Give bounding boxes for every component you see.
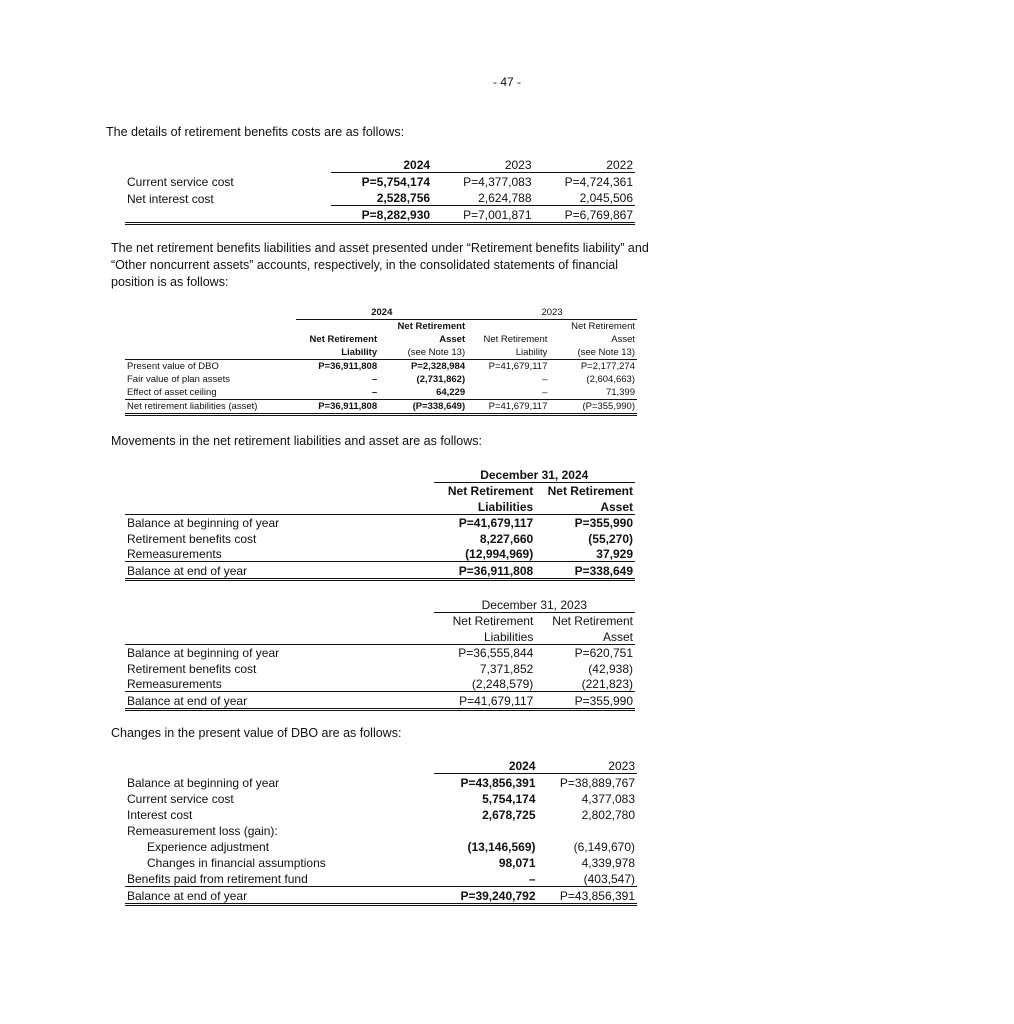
table-row [125,660,635,676]
table-row [125,854,637,870]
table-row [125,386,637,400]
table-header-row [125,482,635,498]
row-label: Present value of DBO [127,361,219,372]
table-row [125,189,635,206]
cell-value: – [542,374,548,385]
intro-dbo-changes: Changes in the present value of DBO are as follows: [111,726,402,740]
table-row [125,676,635,692]
cell-value: 2,528,756 [331,189,432,206]
cell-value: 71,399 [549,386,637,400]
col-header: Net Retirement [447,484,534,498]
table-header-row [125,156,635,173]
row-label: Changes in financial assumptions [147,856,326,870]
cell-value: P=41,679,117 [434,692,536,710]
row-label: Remeasurements [125,546,434,562]
col-header: Net Retirement [452,614,534,628]
cell-value: (12,994,969) [434,546,536,562]
cell-value: (P=338,649) [379,400,467,415]
col-header: Liability [467,346,549,360]
table-header-row [125,757,637,774]
cell-value: P=38,889,767 [559,776,635,790]
cell-value: P=41,679,117 [458,516,534,530]
cell-value: P=41,679,117 [467,400,549,415]
year-header: 2024 [331,156,432,173]
col-header: Asset [535,628,635,644]
cell-value: 98,071 [498,856,536,870]
table-header-row [125,333,637,346]
row-label: Retirement benefits cost [127,661,257,676]
col-header [467,320,549,334]
year-header: 2023 [467,306,637,320]
row-label: Balance at beginning of year [127,776,280,790]
cell-value: P=8,282,930 [331,206,432,224]
cell-value: P=36,911,808 [318,361,378,372]
cell-value: 64,229 [379,386,467,400]
year-header: 2023 [538,757,637,774]
table-row [125,514,635,530]
row-label: Effect of asset ceiling [125,386,296,400]
table-header-row [125,466,635,482]
col-header: Asset [611,334,635,345]
cell-value: 2,624,788 [432,189,533,206]
cell-value: P=355,990 [574,516,633,530]
cell-value: (221,823) [535,676,635,692]
cell-value: 2,802,780 [581,808,635,822]
row-label: Net interest cost [127,191,214,206]
col-header: Net Retirement [309,334,378,345]
table-header-row [125,306,637,320]
cell-value: – [296,386,379,400]
cell-value: (42,938) [588,661,633,676]
cell-value: P=4,377,083 [463,175,532,189]
cell-value: P=36,911,808 [434,562,536,580]
cell-value: 5,754,174 [482,792,536,806]
cell-value: P=620,751 [574,646,633,660]
year-header: 2024 [296,306,467,320]
row-label: Net retirement liabilities (asset) [125,400,296,415]
dbo-changes-table [125,757,637,906]
row-label: Balance at end of year [125,692,434,710]
table-row [125,530,635,546]
table-header-row [125,596,635,612]
col-header: Net Retirement [547,484,633,498]
year-header: 2023 [432,156,533,173]
cell-value: (13,146,569) [467,840,536,854]
cell-value: P=5,754,174 [361,175,431,189]
row-label: Balance at beginning of year [127,646,280,660]
col-header: Liabilities [434,498,536,514]
table-total-row [125,887,637,905]
cell-value: 7,371,852 [479,661,534,676]
cell-value: P=36,911,808 [296,400,379,415]
col-header: Asset [535,498,635,514]
cell-value: P=43,856,391 [460,776,536,790]
col-header [296,320,379,334]
cell-value: 4,377,083 [581,792,635,806]
cell-value: P=4,724,361 [564,175,633,189]
cell-value: 2,045,506 [534,189,635,206]
cell-value: P=41,679,117 [488,361,548,372]
cell-value: (403,547) [538,870,637,887]
cell-value: (55,270) [588,531,633,546]
row-label: Current service cost [127,175,234,189]
year-header: 2024 [434,757,537,774]
row-label: Remeasurements [125,676,434,692]
retirement-costs-table [125,156,635,225]
cell-value: P=43,856,391 [538,887,637,905]
table-total-row [125,400,637,415]
row-label: Retirement benefits cost [127,531,257,546]
table-row [125,838,637,854]
cell-value: (2,248,579) [434,676,536,692]
paragraph-line: position is as follows: [111,275,229,289]
cell-value: P=2,328,984 [410,361,466,372]
table-row [125,173,635,190]
col-header: Liabilities [434,628,536,644]
table-row [125,790,637,806]
col-header: (see Note 13) [379,346,467,360]
col-header: Net Retirement [397,321,466,332]
cell-value: P=2,177,274 [580,361,635,372]
row-label: Remeasurement loss (gain): [127,824,278,838]
row-label: Balance at end of year [125,562,434,580]
cell-value: 8,227,660 [479,531,534,546]
row-label: Fair value of plan assets [127,374,230,385]
row-label: Experience adjustment [147,840,270,854]
cell-value: P=36,555,844 [458,646,534,660]
col-header: Net Retirement [552,614,633,628]
table-row [125,806,637,822]
cell-value: P=338,649 [535,562,635,580]
cell-value: 2,678,725 [482,808,536,822]
page-number: - 47 - [492,75,521,89]
cell-value: (P=355,990) [549,400,637,415]
row-label: Interest cost [127,808,193,822]
table-header-row [125,320,637,334]
table-total-row [125,206,635,224]
net-liabilities-table [125,306,637,416]
cell-value: 37,929 [535,546,635,562]
col-header: Liability [296,346,379,360]
intro-movements: Movements in the net retirement liabilities and asset are as follows: [111,434,483,448]
col-header: Net Retirement [483,334,548,345]
table-header-row [125,612,635,628]
cell-value: (2,604,663) [586,374,635,385]
cell-value: (2,731,862) [416,374,466,385]
cell-value: – [434,870,537,887]
movements-2024-table [125,466,635,581]
col-header: Net Retirement [571,321,635,332]
table-row [125,774,637,791]
table-header-row [125,498,635,514]
cell-value: – [371,374,378,385]
cell-value: P=6,769,867 [534,206,635,224]
date-header: December 31, 2023 [434,596,635,612]
row-label: Balance at beginning of year [127,516,280,530]
row-label: Current service cost [127,792,234,806]
cell-value: P=7,001,871 [432,206,533,224]
table-row [125,870,637,887]
col-header: Asset [439,334,466,345]
row-label: Balance at end of year [125,887,434,905]
col-header: (see Note 13) [549,346,637,360]
cell-value: – [467,386,549,400]
table-row [125,360,637,374]
date-header: December 31, 2024 [434,466,635,482]
cell-value: 4,339,978 [581,856,635,870]
table-row [125,644,635,660]
table-total-row [125,562,635,580]
intro-retirement-costs: The details of retirement benefits costs are as follows: [106,125,405,139]
cell-value: P=355,990 [535,692,635,710]
row-label: Benefits paid from retirement fund [125,870,434,887]
table-row [125,373,637,386]
intro-net-liabilities [111,240,649,291]
cell-value: (6,149,670) [573,840,635,854]
table-total-row [125,692,635,710]
year-header: 2022 [534,156,635,173]
cell-value: P=39,240,792 [434,887,537,905]
table-header-row [125,346,637,360]
table-row [125,822,637,838]
paragraph-line: “Other noncurrent assets” accounts, respectively, in the consolidated statements of financial [111,258,618,272]
paragraph-line: The net retirement benefits liabilities and asset presented under “Retirement benefits liability” and [111,241,649,255]
table-header-row [125,628,635,644]
movements-2023-table [125,596,635,711]
table-row [125,546,635,562]
